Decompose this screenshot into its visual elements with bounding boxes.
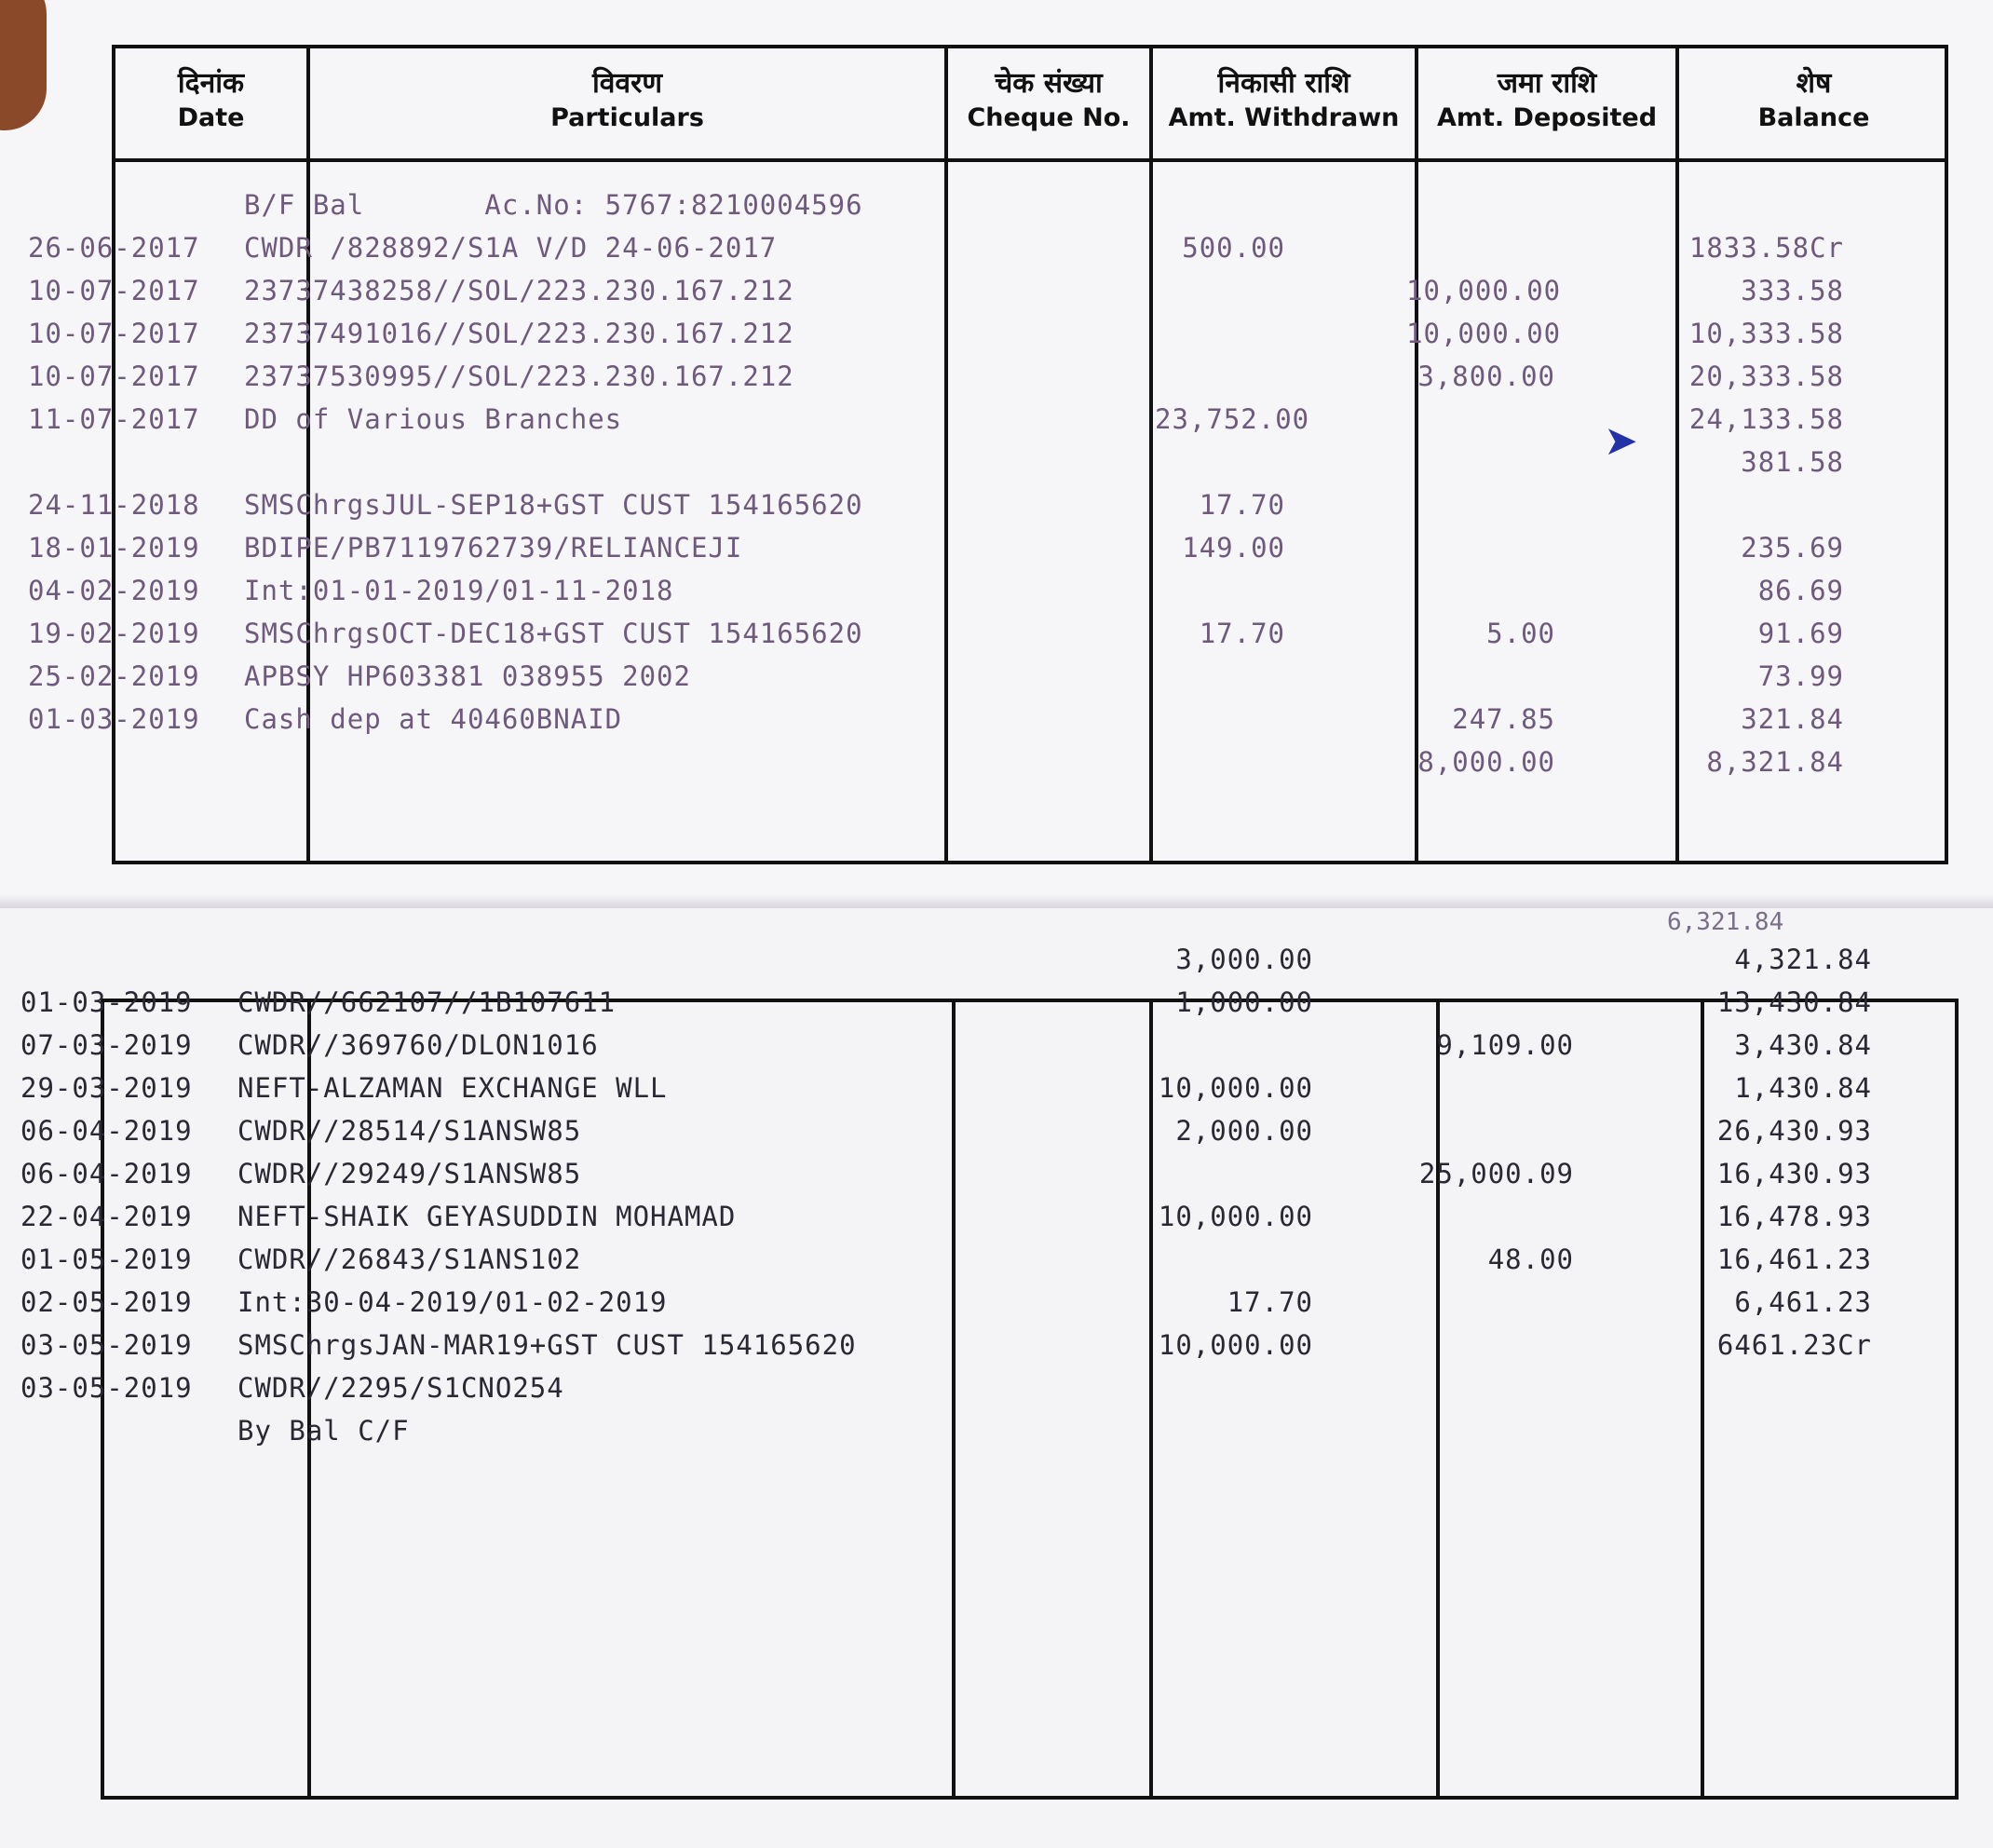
row-date: 01-05-2019 <box>20 1243 193 1275</box>
row-withdrawn: 17.70 <box>1199 489 1285 521</box>
row-withdrawn: 10,000.00 <box>1158 1329 1313 1361</box>
row-withdrawn: 10,000.00 <box>1158 1072 1313 1104</box>
row-particulars: CWDR//28514/S1ANSW85 <box>237 1115 582 1147</box>
row-balance: 20,333.58 <box>1688 360 1844 392</box>
row-balance: 3,430.84 <box>1734 1029 1872 1061</box>
row-date: 04-02-2019 <box>28 575 200 606</box>
row-balance: 6,461.23 <box>1734 1286 1872 1318</box>
row-particulars: 23737491016//SOL/223.230.167.212 <box>244 318 794 349</box>
ledger-row <box>0 1326 1993 1364</box>
row-particulars: SMSChrgsJUL-SEP18+GST CUST 154165620 <box>244 489 863 521</box>
row-withdrawn: 17.70 <box>1199 618 1285 649</box>
ledger-row <box>0 1241 1993 1278</box>
row-deposited: 3,800.00 <box>1417 360 1555 392</box>
row-withdrawn: 3,000.00 <box>1175 944 1313 975</box>
ledger-row <box>0 272 1993 309</box>
ledger-row <box>0 1369 1993 1406</box>
row-particulars: NEFT-ALZAMAN EXCHANGE WLL <box>237 1072 668 1104</box>
row-date: 02-05-2019 <box>20 1286 193 1318</box>
ledger-row <box>0 315 1993 352</box>
row-date: 26-06-2017 <box>28 232 200 264</box>
row-date: 10-07-2017 <box>28 318 200 349</box>
row-particulars: CWDR//369760/DLON1016 <box>237 1029 599 1061</box>
row-particulars: 23737530995//SOL/223.230.167.212 <box>244 360 794 392</box>
row-balance: 381.58 <box>1741 446 1844 478</box>
row-date: 10-07-2017 <box>28 275 200 306</box>
row-withdrawn: 2,000.00 <box>1175 1115 1313 1147</box>
row-deposited: 25,000.09 <box>1418 1158 1574 1189</box>
row-date: 25-02-2019 <box>28 660 200 692</box>
row-deposited: 8,000.00 <box>1417 746 1555 778</box>
header-particulars: विवरण Particulars <box>550 67 704 132</box>
ledger-row <box>0 1069 1993 1107</box>
row-particulars: Int:01-01-2019/01-11-2018 <box>244 575 674 606</box>
row-withdrawn: 10,000.00 <box>1158 1201 1313 1232</box>
ledger-row <box>0 401 1993 438</box>
row-balance: 321.84 <box>1741 703 1844 735</box>
row-date: 29-03-2019 <box>20 1072 193 1104</box>
row-date: 18-01-2019 <box>28 532 200 564</box>
row-date: 06-04-2019 <box>20 1158 193 1189</box>
row-balance: 1,430.84 <box>1734 1072 1872 1104</box>
margin-note: 6,321.84 <box>1667 908 1784 936</box>
row-date: 01-03-2019 <box>20 986 193 1018</box>
row-particulars: CWDR /828892/S1A V/D 24-06-2017 <box>244 232 778 264</box>
row-particulars: CWDR//2295/S1CNO254 <box>237 1372 564 1404</box>
ledger-row <box>0 1155 1993 1192</box>
row-balance: 235.69 <box>1741 532 1844 564</box>
row-particulars: BDIPE/PB7119762739/RELIANCEJI <box>244 532 743 564</box>
row-particulars: Int:30-04-2019/01-02-2019 <box>237 1286 668 1318</box>
row-deposited: 10,000.00 <box>1406 318 1562 349</box>
row-withdrawn: 149.00 <box>1182 532 1285 564</box>
row-particulars: By Bal C/F <box>237 1415 410 1447</box>
row-date: 01-03-2019 <box>28 703 200 735</box>
row-particulars: CWDR//26843/S1ANS102 <box>237 1243 582 1275</box>
ledger-row <box>0 358 1993 395</box>
ledger-row <box>0 658 1993 695</box>
passbook-top-page <box>0 0 1993 908</box>
row-particulars: SMSChrgsOCT-DEC18+GST CUST 154165620 <box>244 618 863 649</box>
row-balance: 24,133.58 <box>1688 403 1844 435</box>
row-date: 03-05-2019 <box>20 1329 193 1361</box>
passbook-bottom-page <box>0 908 1993 1848</box>
row-deposited: 247.85 <box>1452 703 1555 735</box>
row-balance: 4,321.84 <box>1734 944 1872 975</box>
row-withdrawn: 500.00 <box>1182 232 1285 264</box>
ledger-row <box>0 486 1993 523</box>
header-withdrawn: निकासी राशि Amt. Withdrawn <box>1168 67 1400 132</box>
ledger-row <box>0 572 1993 609</box>
row-balance: 13,430.84 <box>1716 986 1872 1018</box>
ledger-row <box>0 443 1993 481</box>
header-date: दिनांक Date <box>177 67 245 132</box>
row-particulars: CWDR//662107//1B107611 <box>237 986 617 1018</box>
row-date: 24-11-2018 <box>28 489 200 521</box>
row-particulars: NEFT-SHAIK GEYASUDDIN MOHAMAD <box>237 1201 737 1232</box>
row-particulars: DD of Various Branches <box>244 403 623 435</box>
ledger-row <box>0 700 1993 738</box>
row-balance: 10,333.58 <box>1688 318 1844 349</box>
row-withdrawn: 17.70 <box>1227 1286 1313 1318</box>
row-date: 06-04-2019 <box>20 1115 193 1147</box>
row-date: 10-07-2017 <box>28 360 200 392</box>
row-particulars: B/F Bal Ac.No: 5767:8210004596 <box>244 189 863 221</box>
row-particulars: APBSY HP603381 038955 2002 <box>244 660 691 692</box>
row-balance: 16,478.93 <box>1716 1201 1872 1232</box>
header-cheque: चेक संख्या Cheque No. <box>967 67 1131 132</box>
row-date: 11-07-2017 <box>28 403 200 435</box>
row-withdrawn: 1,000.00 <box>1175 986 1313 1018</box>
thumb <box>0 0 47 130</box>
row-balance: 16,430.93 <box>1716 1158 1872 1189</box>
ledger-row <box>0 1026 1993 1064</box>
row-deposited: 9,109.00 <box>1436 1029 1574 1061</box>
row-date: 03-05-2019 <box>20 1372 193 1404</box>
header-deposited: जमा राशि Amt. Deposited <box>1436 67 1658 132</box>
row-date: 07-03-2019 <box>20 1029 193 1061</box>
ledger-row <box>0 186 1993 224</box>
header-balance: शेष Balance <box>1757 67 1870 132</box>
pen-arrow-mark: ➤ <box>1604 417 1638 465</box>
row-particulars: 23737438258//SOL/223.230.167.212 <box>244 275 794 306</box>
row-balance: 1833.58Cr <box>1688 232 1844 264</box>
row-deposited: 48.00 <box>1487 1243 1574 1275</box>
ledger-row <box>0 743 1993 781</box>
row-balance: 16,461.23 <box>1716 1243 1872 1275</box>
row-balance: 26,430.93 <box>1716 1115 1872 1147</box>
ledger-row <box>0 1112 1993 1149</box>
row-balance: 86.69 <box>1757 575 1844 606</box>
row-balance: 73.99 <box>1757 660 1844 692</box>
row-balance: 91.69 <box>1757 618 1844 649</box>
row-deposited: 10,000.00 <box>1406 275 1562 306</box>
ledger-row <box>0 1284 1993 1321</box>
ledger-row <box>0 984 1993 1021</box>
row-particulars: Cash dep at 40460BNAID <box>244 703 623 735</box>
ledger-row <box>0 229 1993 266</box>
row-balance: 6461.23Cr <box>1716 1329 1872 1361</box>
row-deposited: 5.00 <box>1486 618 1555 649</box>
ledger-row <box>0 1198 1993 1235</box>
ledger-row <box>0 529 1993 566</box>
row-withdrawn: 23,752.00 <box>1155 403 1310 435</box>
row-particulars: SMSChrgsJAN-MAR19+GST CUST 154165620 <box>237 1329 857 1361</box>
ledger-row <box>0 1412 1993 1449</box>
row-date: 22-04-2019 <box>20 1201 193 1232</box>
row-date: 19-02-2019 <box>28 618 200 649</box>
row-balance: 333.58 <box>1741 275 1844 306</box>
ledger-row <box>0 615 1993 652</box>
ledger-row <box>0 941 1993 978</box>
row-balance: 8,321.84 <box>1706 746 1844 778</box>
row-particulars: CWDR//29249/S1ANSW85 <box>237 1158 582 1189</box>
